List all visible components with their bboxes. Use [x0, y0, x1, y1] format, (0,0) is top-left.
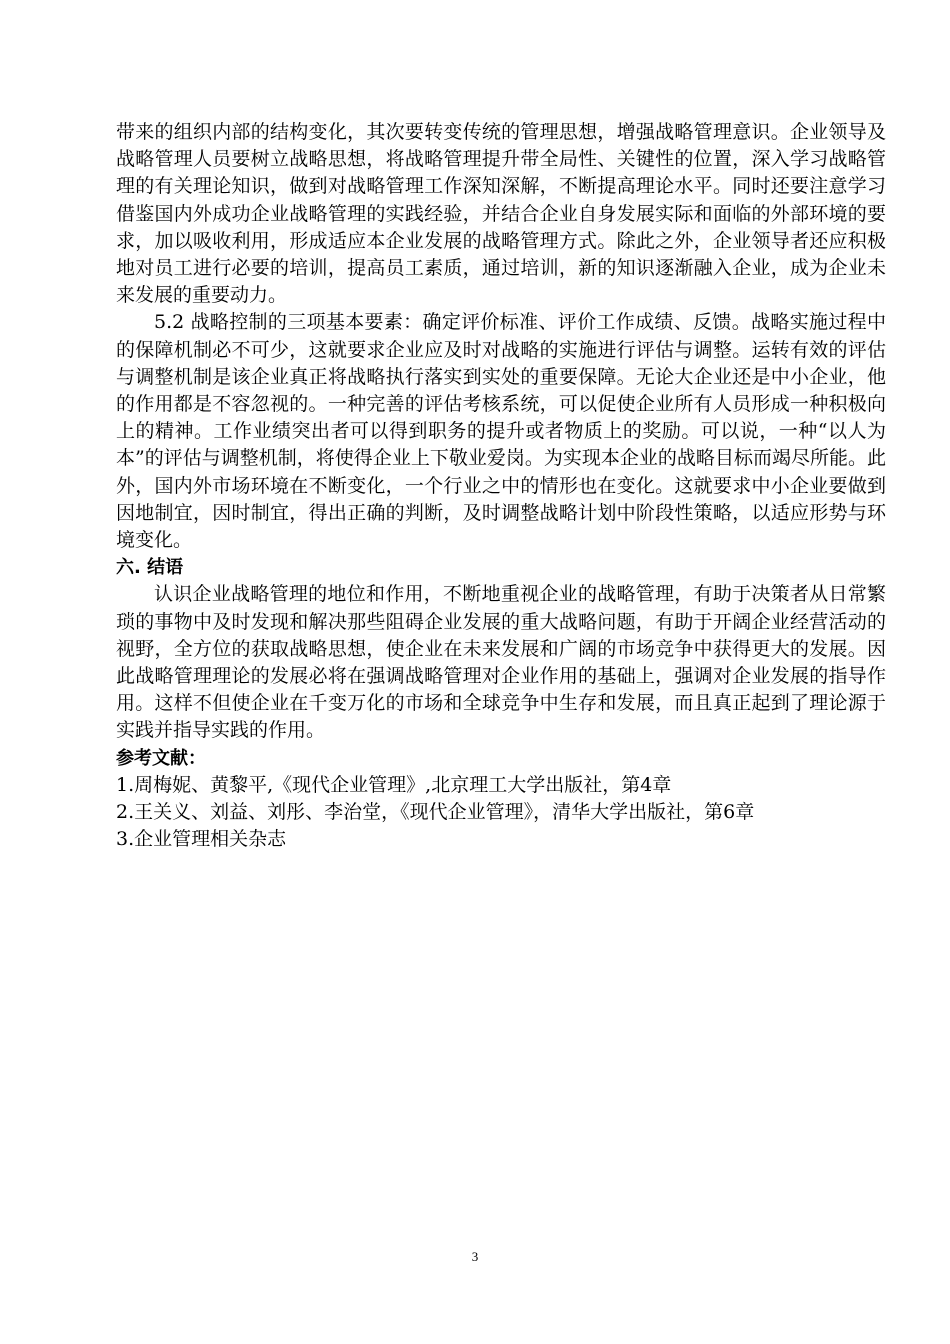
- reference-item: 2.王关义、刘益、刘彤、李治堂，《现代企业管理》，清华大学出版社，第6章: [116, 801, 755, 824]
- paragraph-section-5-2: 5.2 战略控制的三项基本要素：确定评价标准、评价工作成绩、反馈。战略实施过程中的保障机制必不可少，这就要求企业应及时对战略的实施进行评估与调整。运转有效的评估与调整机制是该企业真正将战略执行落实到实处的重要保障。无论大企业还是中小企业，他的作用都是不容忽视的。一种完善的评估考核系统，可以促使企业所有人员形成一种积极向上的精神。工作业绩突出者可以得到职务的提升或者物质上的奖励。可以说，一种“以人为本”的评估与调整机制，将使得企业上下敬业爱岗。为实现本企业的战略目标而竭尽所能。此外，国内外市场环境在不断变化，一个行业之中的情形也在变化。这就要求中小企业要做到因地制宜，因时制宜，得出正确的判断，及时调整战略计划中阶段性策略，以适应形势与环境变化。: [116, 311, 886, 552]
- reference-list: [116, 772, 886, 854]
- paragraph-intro: 带来的组织内部的结构变化，其次要转变传统的管理思想，增强战略管理意识。企业领导及战略管理人员要树立战略思想，将战略管理提升带全局性、关键性的位置，深入学习战略管理的有关理论知识，做到对战略管理工作深知深解，不断提高理论水平。同时还要注意学习借鉴国内外成功企业战略管理的实践经验，并结合企业自身发展实际和面临的外部环境的要求，加以吸收利用，形成适应本企业发展的战略管理方式。除此之外，企业领导者还应积极地对员工进行必要的培训，提高员工素质，通过培训，新的知识逐渐融入企业，成为企业未来发展的重要动力。: [116, 121, 886, 307]
- heading-references: 参考文献：: [116, 747, 206, 769]
- document-body: [116, 119, 886, 853]
- paragraph-conclusion: 认识企业战略管理的地位和作用，不断地重视企业的战略管理，有助于决策者从日常繁琐的事物中及时发现和解决那些阻碍企业发展的重大战略问题，有助于开阔企业经营活动的视野，全方位的获取战略思想，使企业在未来发展和广阔的市场竞争中获得更大的发展。因此战略管理理论的发展必将在强调战略管理对企业作用的基础上，强调对企业发展的指导作用。这样不但使企业在千变万化的市场和全球竞争中生存和发展，而且真正起到了理论源于实践并指导实践的作用。: [116, 583, 886, 742]
- heading-conclusion: 六. 结语: [116, 557, 184, 579]
- page-number: 3: [471, 1249, 479, 1264]
- reference-item: 1.周梅妮、黄黎平,《现代企业管理》,北京理工大学出版社，第4章: [116, 773, 672, 796]
- reference-item: 3.企业管理相关杂志: [116, 828, 287, 851]
